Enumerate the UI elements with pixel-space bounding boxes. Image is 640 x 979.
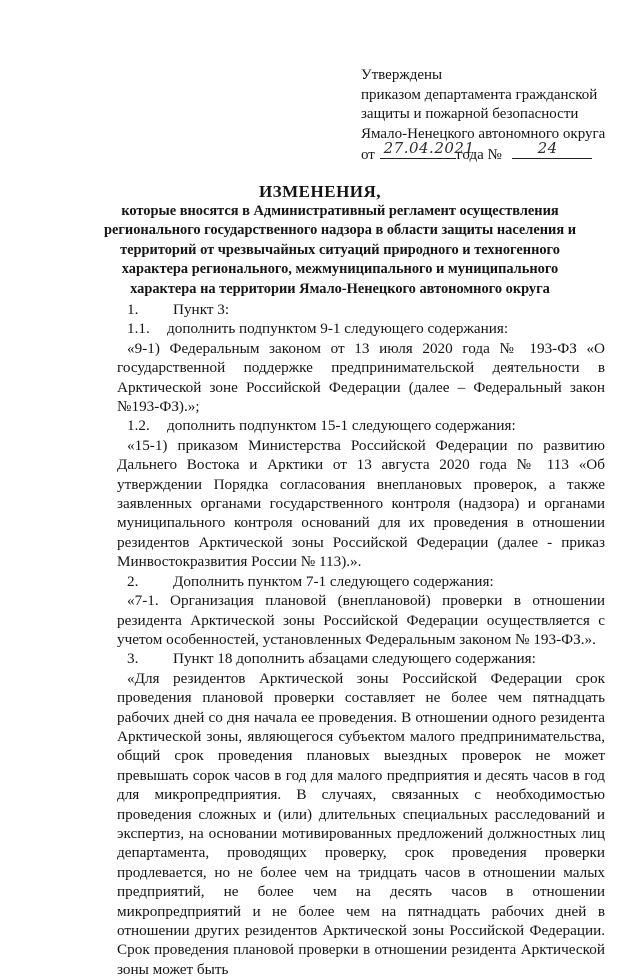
- item-1-2-quote: «15-1) приказом Министерства Российской Федерации по развитию Дальнего Востока и Арктики от 13 августа 2020 года № 113 «Об утверждении Порядка согласования внеплановых проверок, а также заявленных органами государственного контроля (надзора) и органами муниципального контроля оснований для их проведения в отношении резидентов Арктической зоны Российской Федерации (далее - приказ Минвостокразвития России № 113).».: [117, 436, 605, 571]
- date-prefix: от: [361, 147, 375, 163]
- approval-line-2: приказом департамента гражданской: [361, 86, 598, 103]
- item-3-quote: «Для резидентов Арктической зоны Российской Федерации срок проведения плановой проверки составляет не более чем пятнадцать рабочих дней со дня начала ее проведения. В отношении одного резидента Арктической зоны, являющегося субъектом малого предпринимательства, общий срок проведения плановых выездных проверок не может превышать сорок часов в год для малого предприятия и десять часов в год для микропредприятия. В случаях, связанных с необходимостью проведения сложных и (или) длительных специальных расследований и экспертиз, на основании мотивированных предложений должностных лиц департамента, проводящих проверку, срок проведения проверки продлевается, но не более чем на тридцать часов в отношении малых предприятий, не более чем на десять часов в отношении микропредприятий и не более чем на пятнадцать рабочих дней в отношении других резидентов Арктической зоны Российской Федерации. Срок проведения плановой проверки в отношении резидента Арктической зоны может быть: [117, 669, 605, 978]
- item-3: [117, 649, 605, 668]
- item-1-2: [117, 416, 605, 435]
- approval-line-1: Утверждены: [361, 67, 443, 83]
- item-1: [117, 300, 605, 319]
- item-number: 1.1.: [127, 320, 150, 338]
- item-1-1: [117, 319, 605, 338]
- item-text: Пункт 3:: [173, 301, 230, 318]
- document-body: [117, 300, 605, 979]
- item-number: 1.: [127, 301, 139, 318]
- item-1-1-quote: «9-1) Федеральным законом от 13 июля 2020 года № 193-ФЗ «О государственной поддержке предпринимательской деятельности в Арктической зоне Российской Федерации (далее – Федеральный закон №193-ФЗ).»;: [117, 339, 605, 416]
- date-suffix: года №: [456, 147, 502, 163]
- number-field: [512, 138, 592, 159]
- item-number: 3.: [127, 650, 139, 668]
- item-text: дополнить подпунктом 9-1 следующего содержания:: [167, 320, 509, 338]
- item-text: Дополнить пунктом 7-1 следующего содержания:: [173, 572, 494, 590]
- document-title: ИЗМЕНЕНИЯ,: [258, 182, 382, 201]
- handwritten-number: 24: [537, 138, 558, 157]
- item-2-quote: «7-1. Организация плановой (внеплановой) проверки в отношении резидента Арктической зоны Российской Федерации осуществляется с учетом особенностей, установленных Федеральным законом № 193-ФЗ.».: [117, 592, 605, 648]
- item-text: Пункт 18 дополнить абзацами следующего содержания:: [173, 650, 536, 668]
- item-number: 2.: [127, 572, 139, 590]
- document-subtitle: которые вносятся в Административный регламент осуществления регионального государственного надзора в области защиты населения и территорий от чрезвычайных ситуаций природного и техногенного характера регионального, межмуниципального и муниципального характера на территории Ямало-Ненецкого автономного округа: [104, 203, 576, 297]
- item-number: 1.2.: [127, 417, 150, 435]
- item-text: дополнить подпунктом 15-1 следующего содержания:: [167, 417, 516, 435]
- handwritten-date: 27.04.2021: [383, 138, 475, 157]
- approval-block: [361, 66, 621, 166]
- item-2: [117, 572, 605, 591]
- approval-line-4: Ямало-Ненецкого автономного округа: [361, 125, 606, 142]
- approval-line-3: защиты и пожарной безопасности: [361, 106, 579, 122]
- date-field: [380, 138, 475, 159]
- approval-date-line: [361, 138, 621, 166]
